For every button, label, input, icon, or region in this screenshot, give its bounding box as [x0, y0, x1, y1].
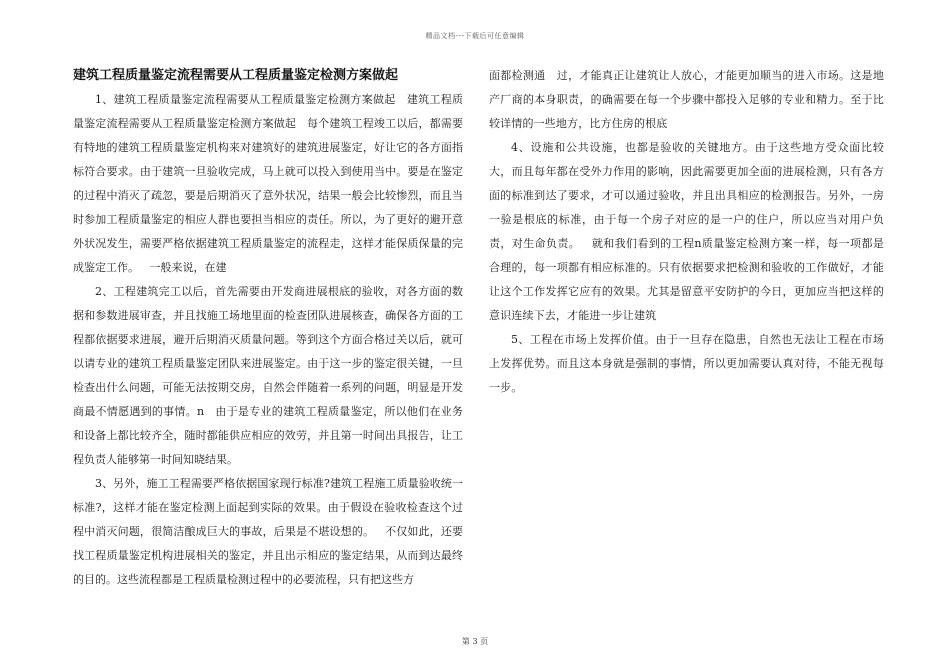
article-title: 建筑工程质量鉴定流程需要从工程质量鉴定检测方案做起	[73, 68, 399, 83]
paragraph-5: 5、工程在市场上发挥价值。由于一旦存在隐患，自然也无法让工程在市场上发挥优势。而且这本身就是强制的事情，所以更加需要认真对待，不能无视每一步。	[489, 333, 884, 394]
paragraph-2: 2、工程建筑完工以后，首先需要由开发商进展根底的验收，对各方面的数据和参数进展审查，并且找施工场地里面的检查团队进展核查，确保各方面的工程都依据要求进展，避开后期消灭质量问题。等到这个方面合格过关以后，就可以请专业的建筑工程质量鉴定团队来进展鉴定。由于这一步的鉴定很关键，一旦检查出什么问题，可能无法按期交房，自然会伴随着一系列的问题，明显是开发商最不情愿遇到的事情。n 由于是专业的建筑工程质量鉴定，所以他们在业务和设备上都比较齐全，随时都能供应相应的效劳，并且第一时间出具报告，让工程负责人能够第一时间知晓结果。	[73, 285, 463, 466]
page-number: 第 3 页	[461, 637, 489, 646]
page-header: 精品文档---下载后可任意编辑	[425, 32, 525, 40]
paragraph-4: 4、设施和公共设施，也都是验收的关键地方。由于这些地方受众面比较大，而且每年都在受外力作用的影响，因此需要更加全面的进展检测，只有各方面的标准到达了要求，才可以通过验收，并且出具相应的检测报告。另外，一房一验是根底的标准，由于每一个房子对应的是一户的住户，所以应当对用户负责，对生命负责。 就和我们看到的工程n质量鉴定检测方案一样，每一项都是合理的，每一项都有相应标准的。只有依据要求把检测和验收的工作做好，才能让这个工作发挥它应有的效果。尤其是留意平安防护的今日，更加应当把这样的意识连续下去，才能进一步让建筑	[489, 141, 884, 322]
left-column	[73, 64, 463, 592]
paragraph-3: 3、另外，施工工程需要严格依据国家现行标准?建筑工程施工质量验收统一标准?，这样才能在鉴定检测上面起到实际的效果。由于假设在验收检查这个过程中消灭问题，很简洁酿成巨大的事故，后果是不堪设想的。 不仅如此，还要找工程质量鉴定机构进展相关的鉴定，并且出示相应的鉴定结果，从而到达最终的目的。这些流程都是工程质量检测过程中的必要流程，只有把这些方	[73, 477, 463, 586]
paragraph-continued: 面都检测通 过，才能真正让建筑让人放心，才能更加顺当的进入市场。这是地产厂商的本身职责，的确需要在每一个步骤中都投入足够的专业和精力。至于比较详情的一些地方，比方住房的根底	[489, 69, 884, 130]
right-column	[489, 64, 884, 400]
paragraph-1: 1、建筑工程质量鉴定流程需要从工程质量鉴定检测方案做起 建筑工程质量鉴定流程需要从工程质量鉴定检测方案做起 每个建筑工程竣工以后，都需要有特地的建筑工程质量鉴定机构来对建筑好的建筑进展鉴定，好让它的各方面指标符合要求。由于建筑一旦验收完成，马上就可以投入到使用当中。要是在鉴定的过程中消灭了疏忽，要是后期消灭了意外状况，结果一般会比较惨烈，而且当时参加工程质量鉴定的相应人群也要担当相应的责任。所以，为了更好的避开意外状况发生，需要严格依据建筑工程质量鉴定的流程走，这样才能保质保量的完成鉴定工作。 一般来说，在建	[73, 93, 463, 274]
